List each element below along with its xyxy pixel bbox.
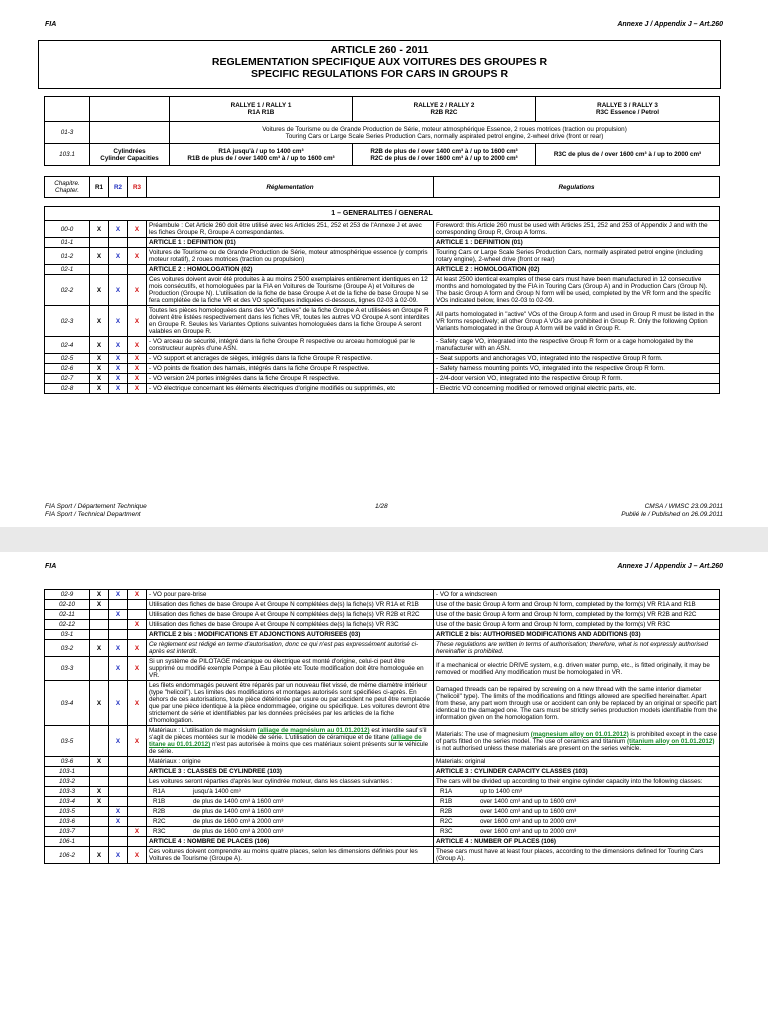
r3-mark: [128, 265, 147, 275]
r1-mark: [90, 265, 109, 275]
english-class: [434, 787, 720, 797]
amendment-text: (alliage de titane au 01.01.2012): [149, 734, 422, 748]
r3-mark: X: [128, 221, 147, 238]
french-text: - VO support et ancrages de sièges, intégrés dans la fiche Groupe R respective.: [147, 354, 434, 364]
cylinder-capacities-label: Cylindrées Cylinder Capacities: [90, 144, 170, 166]
r2-mark: [109, 837, 128, 847]
french-text: Préambule : Cet Article 260 doit être utilisé avec les Articles 251, 252 et 253 de l'Annexe J et avec les fiches Groupe R, Groupe A correspondantes.: [147, 221, 434, 238]
class-range: over 1600 cm³ and up to 2000 cm³: [480, 828, 577, 835]
row-number: 02-11: [45, 610, 90, 620]
table-row: [45, 384, 720, 394]
header-left: FIA: [45, 563, 57, 570]
english-text: At least 2500 identical examples of these cars must have been manufactured in 12 consecutive months and homologated by the FIA in Touring Cars (Group A) and in Production Cars (Group N). The basic Group A form and Group N form will be used, completed by the VR form and the specific VOs indicated below, lines 02-03 to 02-09.: [434, 275, 720, 306]
french-text: Matériaux : origine: [147, 757, 434, 767]
reglementation-header: Réglementation: [147, 177, 434, 198]
class-name: R2B: [153, 808, 166, 815]
class-range: over 1400 cm³ and up to 1600 cm³: [480, 808, 577, 815]
french-text: - VO points de fixation des harnais, intégrés dans la fiche Groupe R respective.: [147, 364, 434, 374]
r2-mark: [109, 620, 128, 630]
r2-mark: [109, 630, 128, 640]
french-text: ARTICLE 3 : CLASSES DE CYLINDREE (103): [147, 767, 434, 777]
r2-mark: X: [109, 817, 128, 827]
french-class: [147, 817, 434, 827]
page-footer: FIA Sport / Département Technique FIA Sport / Technical Department 1/28 CMSA / WMSC 23.09.2011 Publié le / Published on 26.09.2011: [45, 503, 723, 518]
row-number: 02-7: [45, 374, 90, 384]
english-text: - Electric VO concerning modified or removed original electric parts, etc.: [434, 384, 720, 394]
class-name: R2C: [153, 818, 166, 825]
table-row: [45, 265, 720, 275]
row-number: 02-5: [45, 354, 90, 364]
regulations-table-p1: [44, 206, 720, 394]
r3-mark: X: [128, 354, 147, 364]
french-text: Utilisation des fiches de base Groupe A et Groupe N complétées de(s) la fiche(s) VR R1A et R1B: [147, 600, 434, 610]
r3-mark: [128, 610, 147, 620]
r3-mark: [128, 817, 147, 827]
header-left: FIA: [45, 21, 57, 28]
table-row: [45, 590, 720, 600]
r1-mark: X: [90, 787, 109, 797]
r2-header: R2: [109, 177, 128, 198]
r3-mark: X: [128, 590, 147, 600]
french-text: Les voitures seront réparties d'après leur cylindrée moteur, dans les classes suivantes :: [147, 777, 434, 787]
header-right: Annexe J / Appendix J – Art.260: [617, 563, 723, 570]
r1-mark: X: [90, 306, 109, 337]
class-name: R1B: [440, 798, 453, 805]
table-row: [45, 640, 720, 657]
r1-mark: X: [90, 354, 109, 364]
rally-table: [44, 96, 720, 166]
english-text: Touring Cars or Large Scale Series Production Cars, normally aspirated petrol engine (including rotary engine), 2-wheel drive (front or rear): [434, 248, 720, 265]
row-number: 03-1: [45, 630, 90, 640]
row-number: 03-4: [45, 681, 90, 726]
r1-mark: X: [90, 640, 109, 657]
french-text: Ces voitures doivent comprendre au moins quatre places, selon les dimensions définies pour les Voitures de Tourisme (Groupe A).: [147, 847, 434, 864]
english-text: - Safety harness mounting points VO, integrated into the respective Group R form.: [434, 364, 720, 374]
french-text: ARTICLE 1 : DEFINITION (01): [147, 238, 434, 248]
english-text: ARTICLE 3 : CYLINDER CAPACITY CLASSES (103): [434, 767, 720, 777]
r1-mark: [90, 777, 109, 787]
english-text: - Seat supports and anchorages VO, integrated into the respective Group R form.: [434, 354, 720, 364]
rally-1-capacity: R1A jusqu'à / up to 1400 cm³ R1B de plus de / over 1400 cm³ à / up to 1600 cm³: [170, 144, 353, 166]
r3-mark: X: [128, 306, 147, 337]
french-text: Ces voitures doivent avoir été produites à au moins 2'500 exemplaires entièrement identiques en 12 mois consécutifs, et homologuées par la FIA en Voitures de Tourisme (Groupe A) et Voitures de Production (Groupe N). L'utilisation de la fiche de base Groupe A et de la fiche de base Groupe N se fera complétée de la fiche VR et des VO spécifiques indiquées ci-dessous, lignes 02-03 à 02-09.: [147, 275, 434, 306]
row-number: 02-2: [45, 275, 90, 306]
title-line-3: SPECIFIC REGULATIONS FOR CARS IN GROUPS R: [250, 68, 509, 80]
english-text: If a mechanical or electric DRIVE system, e.g. driven water pump, etc., is fitted originally, it may be removed or modified Any modification must be homologated in VR.: [434, 657, 720, 681]
class-name: R3C: [153, 828, 166, 835]
french-text: ARTICLE 2 : HOMOLOGATION (02): [147, 265, 434, 275]
r1-mark: X: [90, 384, 109, 394]
english-class: [434, 817, 720, 827]
r2-mark: X: [109, 221, 128, 238]
r1-mark: X: [90, 600, 109, 610]
english-text: Damaged threads can be repaired by screwing on a new thread with the same interior diameter ("helicoil" type). The limits of the modifications and fittings allowed are specified hereinafter. Apart from these, any part worn through use or accident can only be replaced by an original or specific part identical to the damaged one. The cars must be strictly series production models identifiable from the information given on the homologation form.: [434, 681, 720, 726]
table-row: [45, 767, 720, 777]
table-row: [45, 681, 720, 726]
r1-mark: [90, 610, 109, 620]
r2-mark: [109, 777, 128, 787]
r2-mark: X: [109, 374, 128, 384]
r2-mark: X: [109, 657, 128, 681]
table-row: [45, 275, 720, 306]
row-number: 01-2: [45, 248, 90, 265]
table-row: [45, 600, 720, 610]
english-class: [434, 797, 720, 807]
r2-mark: [109, 787, 128, 797]
r1-mark: X: [90, 847, 109, 864]
class-name: R2C: [440, 818, 453, 825]
r3-mark: X: [128, 847, 147, 864]
r1-mark: [90, 726, 109, 757]
english-text: - Safety cage VO, integrated into the respective Group R form or a cage homologated by the manufacturer with an ASN.: [434, 337, 720, 354]
english-class: [434, 807, 720, 817]
row-number: 02-10: [45, 600, 90, 610]
rally-2-header: RALLYE 2 / RALLY 2 R2B R2C: [353, 97, 536, 122]
rally-1-header: RALLYE 1 / RALLY 1 R1A R1B: [170, 97, 353, 122]
english-text: ARTICLE 2 bis: AUTHORISED MODIFICATIONS AND ADDITIONS (03): [434, 630, 720, 640]
r3-header: R3: [128, 177, 147, 198]
r3-mark: X: [128, 275, 147, 306]
french-text: ARTICLE 4 : NOMBRE DE PLACES (106): [147, 837, 434, 847]
row-number: 03-2: [45, 640, 90, 657]
chapter-header: Chapitre. Chapter.: [45, 177, 90, 198]
amendment-text: (magnesium alloy on 01.01.2012): [530, 730, 629, 738]
r3-mark: X: [128, 657, 147, 681]
r1-mark: X: [90, 681, 109, 726]
r3-mark: [128, 600, 147, 610]
english-text: Use of the basic Group A form and Group N form, completed by the form(s) VR R1A and R1B: [434, 600, 720, 610]
title-line-2: REGLEMENTATION SPECIFIQUE AUX VOITURES DES GROUPES R: [211, 56, 548, 68]
r1-mark: X: [90, 757, 109, 767]
r3-mark: [128, 837, 147, 847]
row-number: 02-1: [45, 265, 90, 275]
article-title: [38, 40, 721, 89]
row-number: 103.1: [45, 144, 90, 166]
table-row: [45, 306, 720, 337]
class-row: [45, 807, 720, 817]
rally-3-capacity: R3C de plus de / over 1600 cm³ à / up to 2000 cm³: [536, 144, 720, 166]
r1-mark: [90, 817, 109, 827]
row-number: 02-3: [45, 306, 90, 337]
english-text: Foreword: this Article 260 must be used with Articles 251, 252 and 253 of Appendix J and with the corresponding Group R, Group A forms.: [434, 221, 720, 238]
page-header: [45, 563, 723, 570]
table-row: [45, 757, 720, 767]
r2-mark: X: [109, 726, 128, 757]
r2-mark: [109, 757, 128, 767]
row-number: 103-2: [45, 777, 90, 787]
r2-mark: X: [109, 364, 128, 374]
table-row: [45, 847, 720, 864]
row-number: 103-1: [45, 767, 90, 777]
english-class: [434, 827, 720, 837]
r2-mark: X: [109, 807, 128, 817]
r3-mark: X: [128, 681, 147, 726]
class-row: [45, 817, 720, 827]
r3-mark: X: [128, 620, 147, 630]
row-number: 106-2: [45, 847, 90, 864]
r1-mark: X: [90, 364, 109, 374]
french-text: - VO électrique concernant les éléments électriques d'origine modifiés ou supprimés, etc: [147, 384, 434, 394]
class-row: [45, 787, 720, 797]
class-range: de plus de 1600 cm³ à 2000 cm³: [193, 828, 284, 835]
english-text: These regulations are written in terms of authorisation; therefore, what is not expressly authorised hereinafter is prohibited.: [434, 640, 720, 657]
class-row: [45, 827, 720, 837]
r3-mark: X: [128, 827, 147, 837]
french-text: Toutes les pièces homologuées dans des VO "actives" de la fiche Groupe A et utilisées en Groupe R doivent être listées respectivement dans les fiches VR, toutes les autres VO Groupe A sont interdites en Groupe R. Seules les Variantes Options suivantes homologuées dans la fiche Groupe A seront valables en Groupe R.: [147, 306, 434, 337]
row-number: 03-5: [45, 726, 90, 757]
r3-mark: X: [128, 364, 147, 374]
french-class: [147, 787, 434, 797]
r3-mark: [128, 807, 147, 817]
regulations-header: Regulations: [434, 177, 720, 198]
rally-definition: Voitures de Tourisme ou de Grande Production de Série, moteur atmosphérique Essence, 2 roues motrices (traction ou propulsion) Touring Cars or Large Scale Series Production Cars, normally aspirated petrol engine, 2-wheel drive (front or rear): [170, 122, 720, 144]
french-text: Utilisation des fiches de base Groupe A et Groupe N complétées de(s) la fiche(s) VR R3C: [147, 620, 434, 630]
r2-mark: [109, 827, 128, 837]
regulations-table-p2: [44, 589, 720, 864]
row-number: 03-3: [45, 657, 90, 681]
french-text: Si un système de PILOTAGE mécanique ou électrique est monté d'origine, celui-ci peut être supprimé ou modifié exemple Pompe à Eau pilotée etc Toute modification doit être homologuée en VR.: [147, 657, 434, 681]
class-name: R2B: [440, 808, 453, 815]
r2-mark: [109, 797, 128, 807]
french-text: Voitures de Tourisme ou de Grande Production de Série, moteur atmosphérique essence (y compris moteur rotatif), 2 roues motrices (traction ou propulsion): [147, 248, 434, 265]
r1-header: R1: [90, 177, 109, 198]
english-text: ARTICLE 2 : HOMOLOGATION (02): [434, 265, 720, 275]
table-row: [45, 657, 720, 681]
french-text: Matériaux : L'utilisation de magnésium (alliage de magnésium au 01.01.2012) est interdite sauf s'il s'agit de pièces montées sur le modèle de série. L'utilisation de céramique et de titane (alliage de titane au 01.01.2012) n'est pas autorisée à moins que ces matériaux soient présents sur le véhicule de série.: [147, 726, 434, 757]
r3-mark: [128, 787, 147, 797]
amendment-text: (titanium alloy on 01.01.2012): [627, 737, 715, 745]
r2-mark: [109, 265, 128, 275]
class-row: [45, 797, 720, 807]
title-line-1: ARTICLE 260 - 2011: [330, 44, 429, 56]
r2-mark: X: [109, 306, 128, 337]
table-row: [45, 620, 720, 630]
table-row: [45, 726, 720, 757]
row-number: 02-8: [45, 384, 90, 394]
class-name: R1A: [153, 788, 166, 795]
class-range: de plus de 1600 cm³ à 2000 cm³: [193, 818, 284, 825]
row-number: 01-1: [45, 238, 90, 248]
r2-mark: X: [109, 590, 128, 600]
table-row: [45, 777, 720, 787]
r1-mark: [90, 630, 109, 640]
r3-mark: [128, 797, 147, 807]
table-row: [45, 630, 720, 640]
r1-mark: X: [90, 337, 109, 354]
french-text: Utilisation des fiches de base Groupe A et Groupe N complétées de(s) la fiche(s) VR R2B et R2C: [147, 610, 434, 620]
r1-mark: X: [90, 221, 109, 238]
table-row: [45, 221, 720, 238]
class-name: R1B: [153, 798, 166, 805]
r1-mark: [90, 827, 109, 837]
english-text: Materials: The use of magnesium (magnesium alloy on 01.01.2012) is prohibited except in the case of parts fitted on the series model. The use of ceramics and titanium (titanium alloy on 01.01.2012) is not authorised unless these materials are present on the series vehicle.: [434, 726, 720, 757]
r1-mark: [90, 837, 109, 847]
table-row: [45, 610, 720, 620]
english-text: - VO for a windscreen: [434, 590, 720, 600]
r1-mark: X: [90, 275, 109, 306]
french-text: - VO arceau de sécurité, intégré dans la fiche Groupe R respective ou arceau homologué par le constructeur auprès d'une ASN.: [147, 337, 434, 354]
r3-mark: [128, 630, 147, 640]
row-number: 103-5: [45, 807, 90, 817]
table-row: [45, 354, 720, 364]
table-row: [45, 364, 720, 374]
r2-mark: X: [109, 384, 128, 394]
r1-mark: X: [90, 797, 109, 807]
table-row: [45, 374, 720, 384]
french-text: - VO pour pare-brise: [147, 590, 434, 600]
row-number: 03-6: [45, 757, 90, 767]
column-header-table: [44, 176, 720, 198]
rally-3-header: RALLYE 3 / RALLY 3 R3C Essence / Petrol: [536, 97, 720, 122]
row-number: 106-1: [45, 837, 90, 847]
row-number: 103-7: [45, 827, 90, 837]
french-class: [147, 797, 434, 807]
row-number: 02-9: [45, 590, 90, 600]
class-range: de plus de 1400 cm³ à 1600 cm³: [193, 808, 284, 815]
row-number: 00-0: [45, 221, 90, 238]
french-text: Les filets endommagés peuvent être réparés par un nouveau filet vissé, de même diamètre intérieur (type "helicoil"). Les limites des modifications et montages autorisés sont spécifiées ci-après. En dehors de ces autorisations, toute pièce détériorée par usure ou par accident ne peut être remplacée que par une pièce identique à la pièce endommagée, origine ou spécifique. Les voitures devront être strictement de série et identifiables par les données précisées par les articles de la fiche d'homologation.: [147, 681, 434, 726]
r2-mark: X: [109, 640, 128, 657]
class-range: up to 1400 cm³: [480, 788, 523, 795]
table-row: [45, 837, 720, 847]
r2-mark: [109, 238, 128, 248]
header-right: Annexe J / Appendix J – Art.260: [617, 21, 723, 28]
english-text: Materials: original: [434, 757, 720, 767]
french-text: Ce règlement est rédigé en terme d'autorisation, donc ce qui n'est pas expressément autorisé ci-après est interdit.: [147, 640, 434, 657]
french-class: [147, 827, 434, 837]
table-row: [45, 248, 720, 265]
r2-mark: [109, 600, 128, 610]
row-number: 103-4: [45, 797, 90, 807]
class-name: R1A: [440, 788, 453, 795]
english-text: ARTICLE 1 : DEFINITION (01): [434, 238, 720, 248]
r1-mark: [90, 657, 109, 681]
r3-mark: X: [128, 248, 147, 265]
english-text: Use of the basic Group A form and Group N form, completed by the form(s) VR R3C: [434, 620, 720, 630]
row-number: 02-4: [45, 337, 90, 354]
r3-mark: X: [128, 384, 147, 394]
r1-mark: [90, 620, 109, 630]
r2-mark: X: [109, 610, 128, 620]
r3-mark: [128, 238, 147, 248]
r3-mark: X: [128, 726, 147, 757]
rally-2-capacity: R2B de plus de / over 1400 cm³ à / up to 1600 cm³ R2C de plus de / over 1600 cm³ à / up to 2000 cm³: [353, 144, 536, 166]
english-text: - 2/4-door version VO, integrated into the respective Group R form.: [434, 374, 720, 384]
r1-mark: [90, 767, 109, 777]
table-row: [45, 238, 720, 248]
r1-mark: [90, 807, 109, 817]
english-text: The cars will be divided up according to their engine cylinder capacity into the following classes:: [434, 777, 720, 787]
r2-mark: X: [109, 275, 128, 306]
english-text: ARTICLE 4 : NUMBER OF PLACES (106): [434, 837, 720, 847]
english-text: These cars must have at least four places, according to the dimensions defined for Touring Cars (Group A).: [434, 847, 720, 864]
r2-mark: X: [109, 681, 128, 726]
amendment-text: (alliage de magnésium au 01.01.2012): [257, 727, 370, 734]
r3-mark: X: [128, 640, 147, 657]
french-text: ARTICLE 2 bis : MODIFICATIONS ET ADJONCTIONS AUTORISEES (03): [147, 630, 434, 640]
r1-mark: X: [90, 374, 109, 384]
row-number: 103-6: [45, 817, 90, 827]
row-number: 103-3: [45, 787, 90, 797]
page-number: 1/28: [375, 503, 388, 510]
r1-mark: [90, 238, 109, 248]
r2-mark: X: [109, 248, 128, 265]
french-text: - VO version 2/4 portes intégrées dans la fiche Groupe R respective.: [147, 374, 434, 384]
table-row: [45, 337, 720, 354]
r3-mark: [128, 767, 147, 777]
row-number: 02-6: [45, 364, 90, 374]
class-range: over 1400 cm³ and up to 1600 cm³: [480, 798, 577, 805]
english-text: All parts homologated in "active" VOs of the Group A form and used in Group R must be listed in the VR forms respectively; all other Group A VOs are prohibited in Group R. Only the following Option Variants homologated in the Group A form will be valid in Group R.: [434, 306, 720, 337]
class-name: R3C: [440, 828, 453, 835]
english-text: Use of the basic Group A form and Group N form, completed by the form(s) VR R2B and R2C: [434, 610, 720, 620]
r2-mark: X: [109, 337, 128, 354]
r1-mark: X: [90, 590, 109, 600]
section-heading: 1 – GENERALITES / GENERAL: [45, 207, 720, 221]
page-2: [0, 552, 768, 1024]
page-header: [45, 21, 723, 28]
row-number: 02-12: [45, 620, 90, 630]
r3-mark: X: [128, 337, 147, 354]
r2-mark: X: [109, 847, 128, 864]
r3-mark: [128, 757, 147, 767]
class-range: jusqu'à 1400 cm³: [193, 788, 241, 795]
class-range: over 1600 cm³ and up to 2000 cm³: [480, 818, 577, 825]
r2-mark: [109, 767, 128, 777]
row-number: 01-3: [45, 122, 90, 144]
r2-mark: X: [109, 354, 128, 364]
r3-mark: X: [128, 374, 147, 384]
class-range: de plus de 1400 cm³ à 1600 cm³: [193, 798, 284, 805]
r3-mark: [128, 777, 147, 787]
r1-mark: X: [90, 248, 109, 265]
french-class: [147, 807, 434, 817]
